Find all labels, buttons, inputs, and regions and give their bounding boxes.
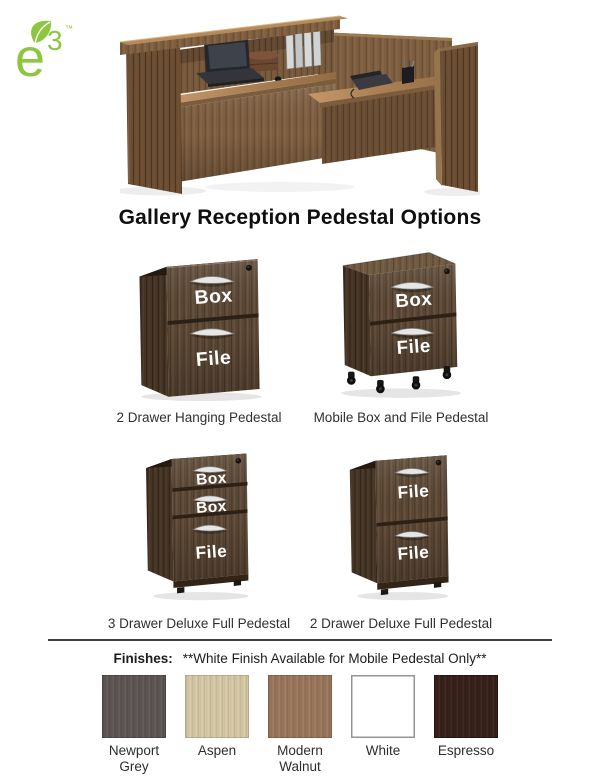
pedestal-caption: 3 Drawer Deluxe Full Pedestal <box>107 616 291 631</box>
drawer-label: Box <box>193 284 233 310</box>
lock-icon <box>436 460 442 466</box>
finish-swatch-image <box>434 675 498 738</box>
caster-wheel-icon <box>376 380 385 393</box>
page-title: Gallery Reception Pedestal Options <box>118 206 482 229</box>
caster-wheel-icon <box>443 366 452 379</box>
pedestal-2-drawer-hanging <box>98 246 300 427</box>
swatch-newport-grey <box>99 675 169 776</box>
section-divider <box>48 639 552 641</box>
left-end-panel <box>126 38 182 194</box>
drawer-label: File <box>396 480 430 503</box>
lock-icon <box>444 268 450 274</box>
swatch-label: Aspen <box>197 743 237 758</box>
swatch-white <box>348 675 418 759</box>
trademark-symbol: ™ <box>65 24 73 33</box>
finish-swatch-image <box>102 675 166 738</box>
finishes-line <box>0 651 600 666</box>
product-catalog-page <box>0 8 600 784</box>
finish-swatch-image <box>268 675 332 738</box>
pedestal-3-drawer-deluxe <box>98 435 300 633</box>
swatch-modern-walnut <box>265 675 335 776</box>
e3-logo <box>13 18 77 84</box>
lock-icon <box>245 265 251 271</box>
pedestal-2-drawer-image <box>337 435 465 610</box>
pedestal-row-2 <box>0 435 600 633</box>
pedestal-2-drawer-hanging-image <box>122 246 277 404</box>
pedestal-caption: 2 Drawer Deluxe Full Pedestal <box>309 616 493 631</box>
pedestal-caption: 2 Drawer Hanging Pedestal <box>116 410 282 425</box>
swatch-label: Modern Walnut <box>277 743 323 775</box>
pedestal-caption: Mobile Box and File Pedestal <box>313 410 489 425</box>
swatch-label: White <box>365 743 401 758</box>
finish-swatch-image <box>351 675 415 738</box>
pedestal-mobile-image <box>326 236 476 404</box>
drawer-label: Box <box>394 287 433 312</box>
finishes-label: Finishes: <box>113 651 173 666</box>
finishes-note: **White Finish Available for Mobile Pedestal Only** <box>182 651 487 666</box>
pedestal-2-drawer-deluxe <box>300 435 502 633</box>
swatch-label: Newport Grey <box>108 743 160 775</box>
reception-desk-photo <box>120 8 480 200</box>
finish-swatch-image <box>185 675 249 738</box>
pedestal-row-1 <box>0 236 600 427</box>
swatch-espresso <box>431 675 501 759</box>
drawer-label: File <box>395 334 432 358</box>
caster-wheel-icon <box>347 372 356 385</box>
right-end-panel <box>434 42 478 192</box>
caster-wheel-icon <box>412 376 421 389</box>
drawer-label: Box <box>195 469 228 489</box>
drawer-label: Box <box>195 497 228 518</box>
pedestal-mobile-box-file <box>300 236 502 427</box>
pedestal-3-drawer-image <box>135 435 263 610</box>
e3-logo-image <box>13 18 77 84</box>
swatch-label: Espresso <box>437 743 495 758</box>
drawer-label: File <box>194 346 232 371</box>
logo-numeral-3: 3 <box>47 25 63 56</box>
lock-icon <box>235 458 241 464</box>
reception-desk-illustration <box>120 8 480 200</box>
logo-letter-e: e <box>15 28 46 84</box>
finish-swatch-row <box>0 675 600 776</box>
swatch-aspen <box>182 675 252 759</box>
drawer-label: File <box>396 541 430 564</box>
drawer-label: File <box>194 540 228 563</box>
